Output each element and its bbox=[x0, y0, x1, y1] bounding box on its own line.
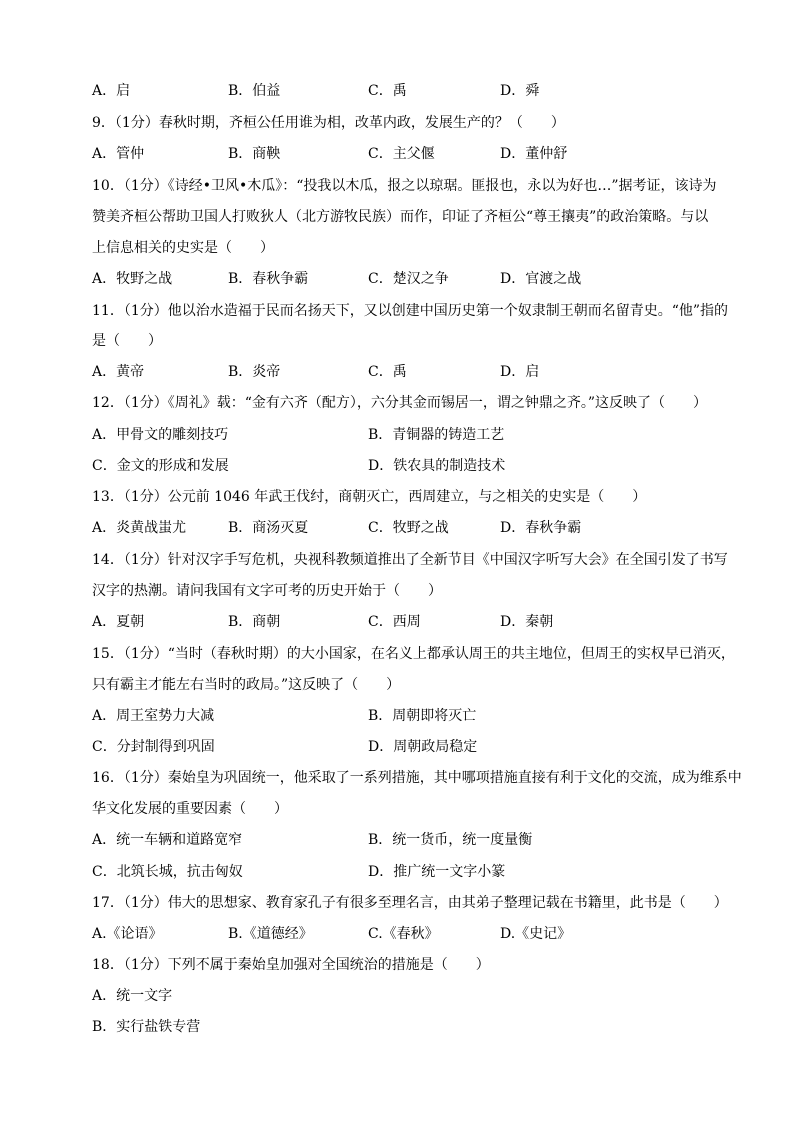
q12-option-c: C．金文的形成和发展 bbox=[92, 458, 229, 474]
q18-option-b: B．实行盐铁专营 bbox=[92, 1019, 201, 1035]
q13-option-d: D．春秋争霸 bbox=[500, 520, 582, 536]
question-9-options bbox=[92, 143, 704, 165]
question-10-stem-line-2: 赞美齐桓公帮助卫国人打败狄人（北方游牧民族）而作，印证了齐桓公“尊王攘夷”的政治策略。与以 bbox=[92, 209, 709, 225]
q10-option-c: C．楚汉之争 bbox=[368, 271, 449, 287]
q14-option-d: D．秦朝 bbox=[500, 614, 554, 630]
q10-option-b: B．春秋争霸 bbox=[228, 271, 309, 287]
q15-option-b: B．周朝即将灭亡 bbox=[368, 708, 477, 724]
q16-option-c: C．北筑长城，抗击匈奴 bbox=[92, 864, 243, 880]
question-16-options-row-2 bbox=[92, 861, 704, 883]
q9-option-c: C．主父偃 bbox=[368, 146, 435, 162]
q17-option-c: C.《春秋》 bbox=[368, 926, 439, 942]
question-9-stem: 9．（1分）春秋时期，齐桓公任用谁为相，改革内政，发展生产的？（ ） bbox=[92, 115, 565, 131]
q12-option-a: A．甲骨文的雕刻技巧 bbox=[92, 427, 229, 443]
q10-option-a: A．牧野之战 bbox=[92, 271, 173, 287]
q10-option-d: D．官渡之战 bbox=[500, 271, 582, 287]
question-12-stem: 12．（1分）《周礼》载：“金有六齐（配方），六分其金而锡居一，谓之钟鼎之齐。”这反映了（ ） bbox=[92, 395, 708, 411]
question-17-options bbox=[92, 923, 704, 945]
question-11-options bbox=[92, 361, 704, 383]
question-16-stem-line-2: 华文化发展的重要因素（ ） bbox=[92, 801, 288, 817]
q13-option-c: C．牧野之战 bbox=[368, 520, 449, 536]
question-16-stem-line-1: 16．（1分）秦始皇为巩固统一，他采取了一系列措施，其中哪项措施直接有利于文化的交流，成为维系中 bbox=[92, 770, 742, 786]
question-13-options bbox=[92, 517, 704, 539]
q16-option-a: A．统一车辆和道路宽窄 bbox=[92, 832, 243, 848]
q8-option-d: D．舜 bbox=[500, 83, 540, 99]
q18-option-a: A．统一文字 bbox=[92, 988, 173, 1004]
q8-option-a: A．启 bbox=[92, 83, 131, 99]
question-15-options-row-2 bbox=[92, 736, 704, 758]
q15-option-a: A．周王室势力大减 bbox=[92, 708, 215, 724]
question-14-options bbox=[92, 611, 704, 633]
q11-option-d: D．启 bbox=[500, 364, 540, 380]
q14-option-b: B．商朝 bbox=[228, 614, 281, 630]
question-16-options-row-1 bbox=[92, 829, 704, 851]
question-13-stem: 13．（1分）公元前 1046 年武王伐纣，商朝灭亡，西周建立，与之相关的史实是（ ） bbox=[92, 489, 647, 505]
question-12-options-row-1 bbox=[92, 424, 704, 446]
question-10-stem-line-3: 上信息相关的史实是（ ） bbox=[92, 240, 274, 256]
question-15-stem-line-2: 只有霸主才能左右当时的政局。”这反映了（ ） bbox=[92, 677, 401, 693]
q13-option-b: B．商汤灭夏 bbox=[228, 520, 309, 536]
question-11-stem-line-2: 是（ ） bbox=[92, 333, 162, 349]
question-15-options-row-1 bbox=[92, 705, 704, 727]
q8-option-b: B．伯益 bbox=[228, 83, 281, 99]
q11-option-a: A．黄帝 bbox=[92, 364, 145, 380]
q12-option-b: B．青铜器的铸造工艺 bbox=[368, 427, 505, 443]
q16-option-b: B．统一货币，统一度量衡 bbox=[368, 832, 533, 848]
question-10-options bbox=[92, 268, 704, 290]
question-15-stem-line-1: 15．（1分）“当时（春秋时期）的大小国家，在名义上都承认周王的共主地位，但周王的实权早已消灭， bbox=[92, 646, 735, 662]
q14-option-a: A．夏朝 bbox=[92, 614, 145, 630]
q15-option-c: C．分封制得到巩固 bbox=[92, 739, 215, 755]
question-14-stem-line-2: 汉字的热潮。请问我国有文字可考的历史开始于（ ） bbox=[92, 583, 442, 599]
question-18-stem: 18．（1分）下列不属于秦始皇加强对全国统治的措施是（ ） bbox=[92, 957, 490, 973]
q9-option-d: D．董仲舒 bbox=[500, 146, 568, 162]
q12-option-d: D．铁农具的制造技术 bbox=[368, 458, 506, 474]
q11-option-b: B．炎帝 bbox=[228, 364, 281, 380]
q16-option-d: D．推广统一文字小篆 bbox=[368, 864, 506, 880]
question-10-stem-line-1: 10．（1分）《诗经•卫风•木瓜》：“投我以木瓜，报之以琼琚。匪报也，永以为好也…”据考证，该诗为 bbox=[92, 178, 717, 194]
q17-option-b: B.《道德经》 bbox=[228, 926, 313, 942]
q17-option-d: D.《史记》 bbox=[500, 926, 572, 942]
question-12-options-row-2 bbox=[92, 455, 704, 477]
question-17-stem: 17．（1分）伟大的思想家、教育家孔子有很多至理名言，由其弟子整理记载在书籍里，此书是（ ） bbox=[92, 895, 728, 911]
question-11-stem-line-1: 11．（1分）他以治水造福于民而名扬天下，又以创建中国历史第一个奴隶制王朝而名留青史。“他”指的 bbox=[92, 303, 729, 319]
q9-option-b: B．商鞅 bbox=[228, 146, 281, 162]
q9-option-a: A．管仲 bbox=[92, 146, 145, 162]
q11-option-c: C．禹 bbox=[368, 364, 407, 380]
q17-option-a: A.《论语》 bbox=[92, 926, 163, 942]
q14-option-c: C．西周 bbox=[368, 614, 421, 630]
question-8-options bbox=[92, 80, 704, 102]
q15-option-d: D．周朝政局稳定 bbox=[368, 739, 478, 755]
question-14-stem-line-1: 14．（1分）针对汉字手写危机，央视科教频道推出了全新节目《中国汉字听写大会》在全国引发了书写 bbox=[92, 552, 728, 568]
q13-option-a: A．炎黄战蚩尤 bbox=[92, 520, 187, 536]
q8-option-c: C．禹 bbox=[368, 83, 407, 99]
